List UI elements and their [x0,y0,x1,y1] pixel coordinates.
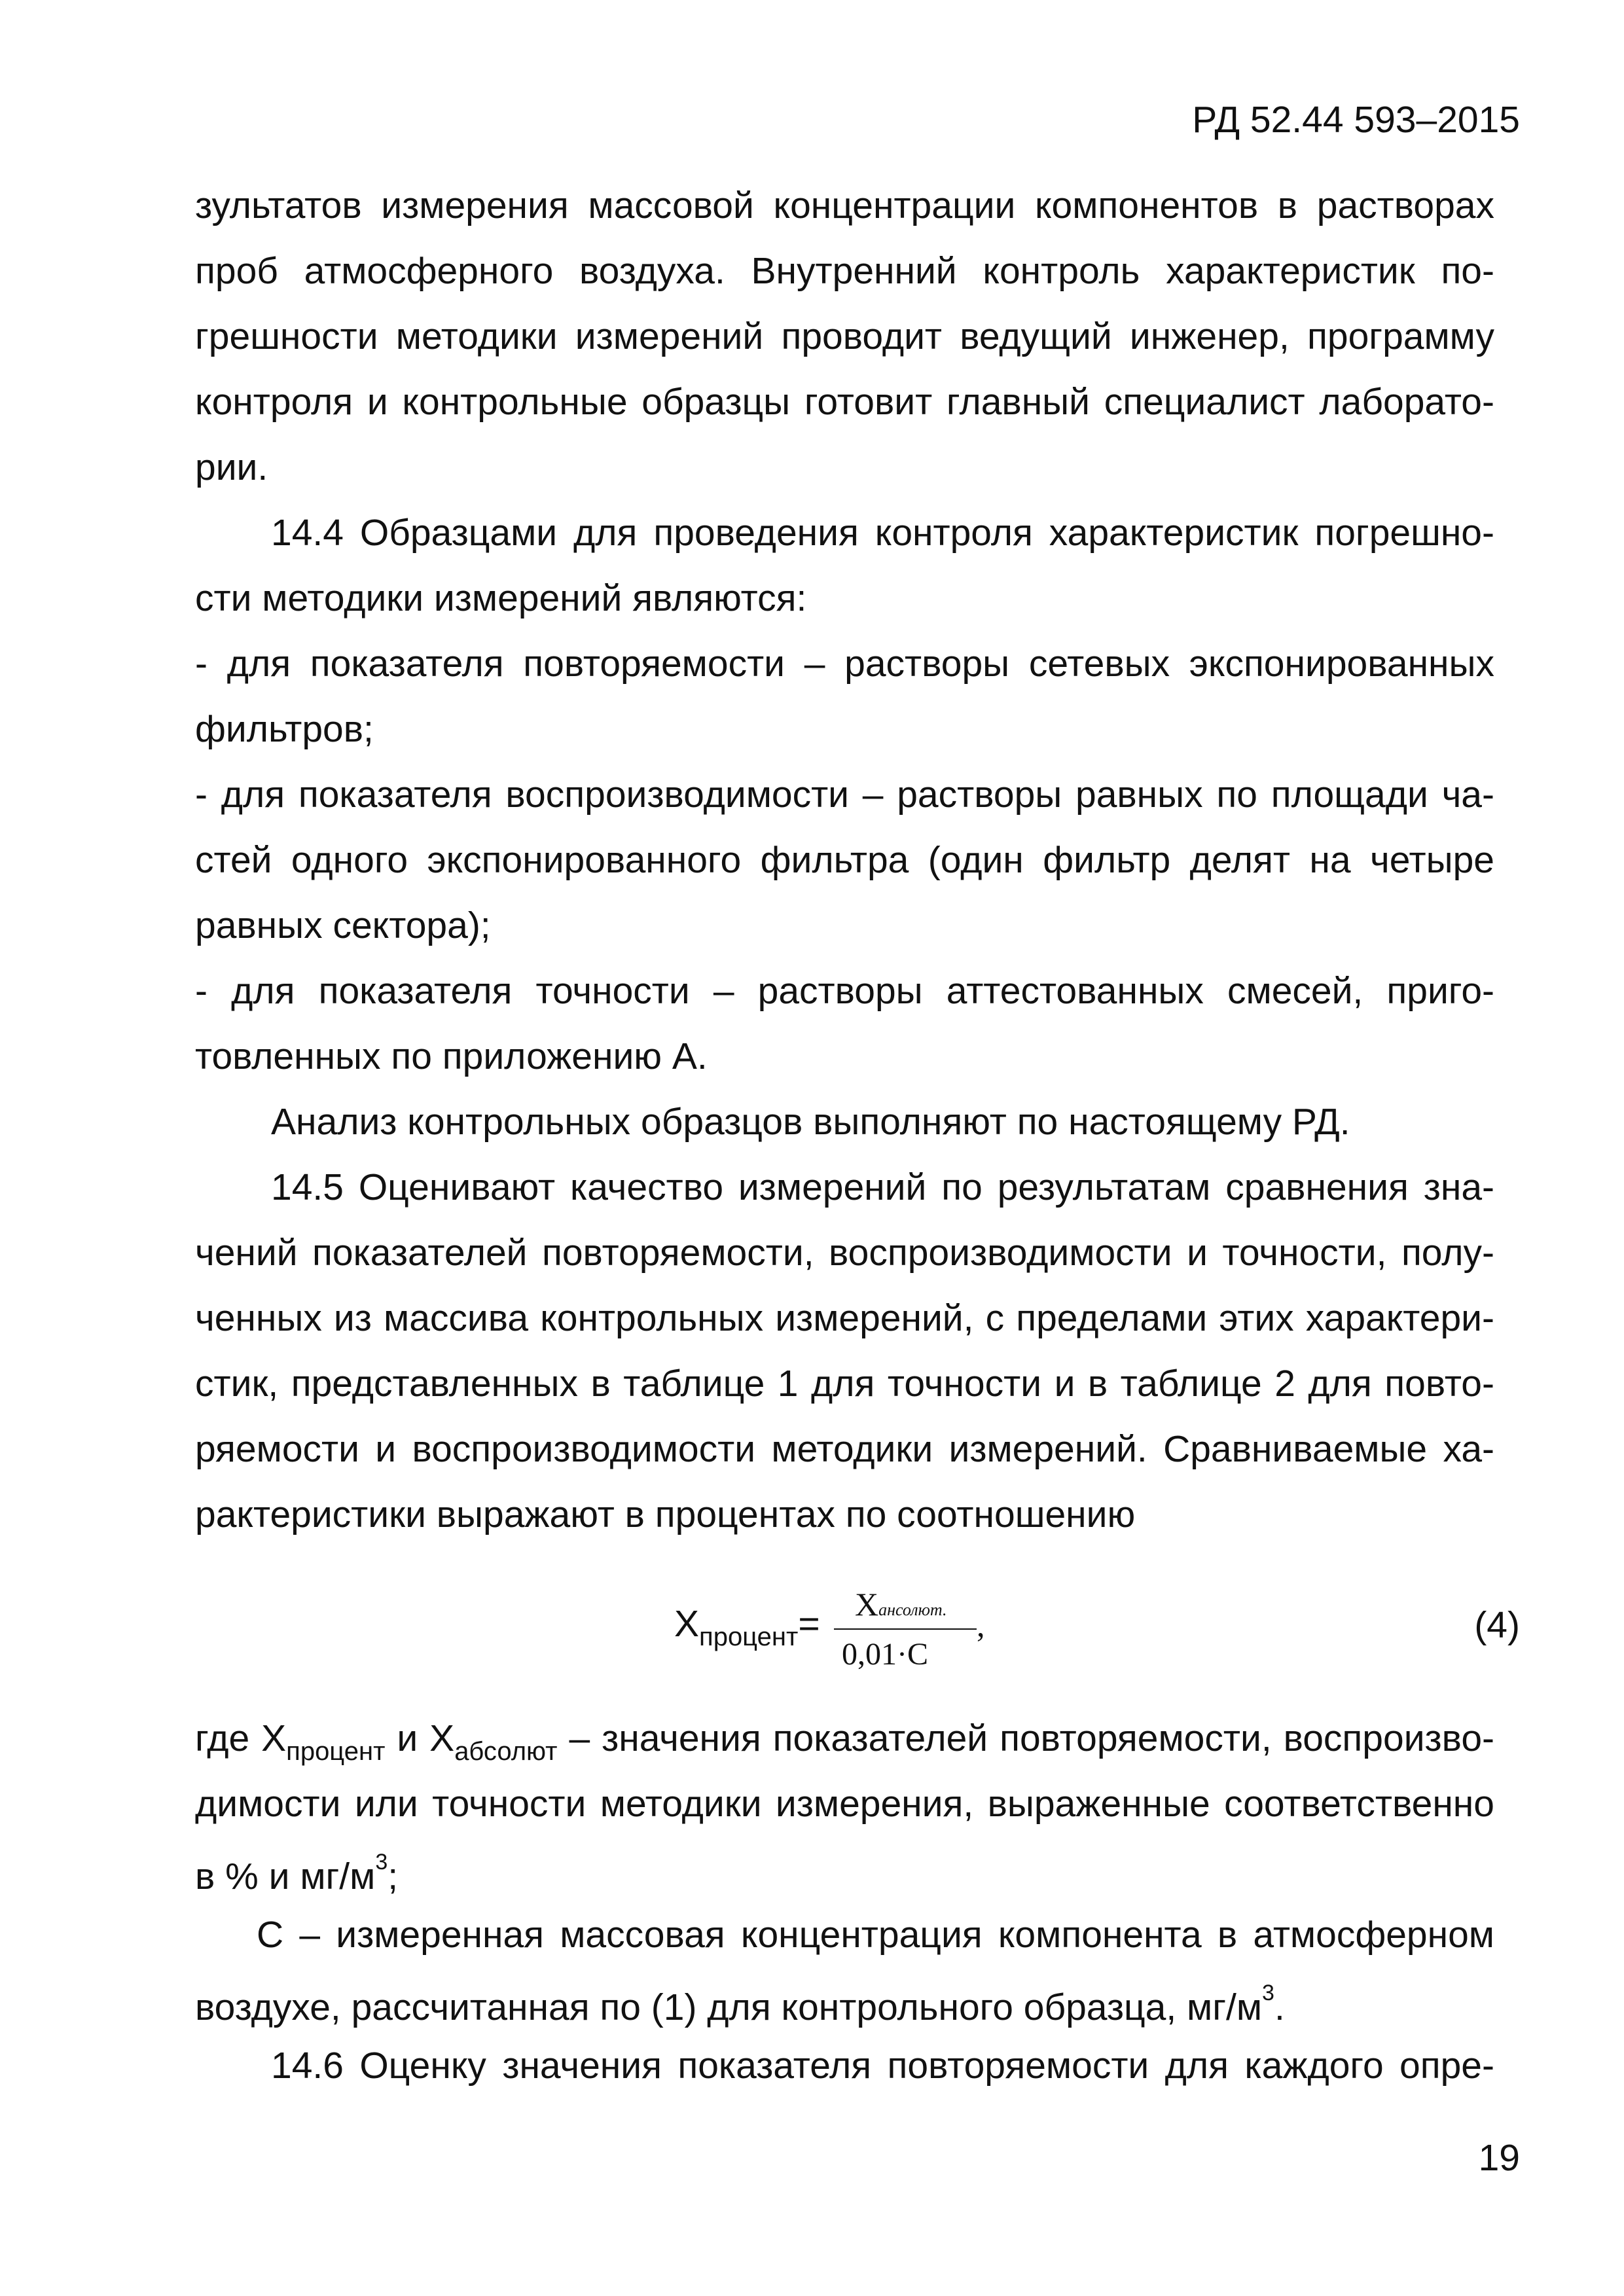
text-line: товленных по приложению А. [195,1035,708,1077]
text-line: проб атмосферного воздуха. Внутренний контроль характеристик по- [195,250,1494,292]
unit-line: в % и $мг/м^3$; [195,1850,399,1897]
formula-numerator: Xансолют. [855,1586,947,1623]
text-line: 14.4 Образцами для проведения контроля характеристик погрешно- [271,512,1494,554]
text-line: рии. [195,446,268,488]
text-line: - для показателя точности – растворы аттестованных смесей, приго- [195,970,1494,1012]
text-line: - для показателя повторяемости – растворы сетевых экспонированных [195,643,1494,685]
equation-number: (4) [1474,1604,1520,1646]
text-line: рактеристики выражают в процентах по соотношению [195,1494,1136,1535]
text-line: 14.6 Оценку значения показателя повторяемости для каждого опре- [271,2045,1494,2087]
formula-denominator: 0,01·C [842,1637,928,1672]
where-line: где $X_{процент}$ и $X_{абсолют}$ – значения показателей повторяемости, воспроизво- [195,1717,1495,1766]
text-line: димости или точности методики измерения, выраженные соответственно [195,1783,1494,1825]
text-line: зультатов измерения массовой концентрации компонентов в растворах [195,185,1494,226]
formula-lhs: $X_{процент}=$ [674,1603,820,1651]
text-line: стик, представленных в таблице 1 для точности и в таблице 2 для повто- [195,1363,1494,1405]
text-line: грешности методики измерений проводит ведущий инженер, программу [195,315,1494,357]
air-line: воздухе, рассчитанная по (1) для контрольного образца, $мг/м^3$. [195,1981,1285,2028]
page-number: 19 [1478,2137,1520,2179]
text-line: чений показателей повторяемости, воспроизводимости и точности, полу- [195,1232,1494,1274]
formula: $X_{процент}=$ Xансолют. 0,01·C , [674,1586,985,1672]
text-line: стей одного экспонированного фильтра (один фильтр делят на четыре [195,839,1494,881]
text-line: - для показателя воспроизводимости – растворы равных по площади ча- [195,774,1494,816]
text-line: фильтров; [195,708,374,750]
text-line: Анализ контрольных образцов выполняют по настоящему РД. [271,1101,1350,1143]
document-header: РД 52.44 593–2015 [1192,99,1520,141]
text-line: ченных из массива контрольных измерений, с пределами этих характери- [195,1297,1494,1339]
text-line: ряемости и воспроизводимости методики измерений. Сравниваемые ха- [195,1428,1494,1470]
fraction-bar [834,1628,977,1630]
text-line: сти методики измерений являются: [195,577,807,619]
text-line: равных сектора); [195,905,491,946]
text-line: 14.5 Оценивают качество измерений по результатам сравнения зна- [271,1166,1494,1208]
text-line: С – измеренная массовая концентрация компонента в атмосферном [257,1914,1494,1956]
text-line: контроля и контрольные образцы готовит главный специалист лаборато- [195,381,1494,423]
